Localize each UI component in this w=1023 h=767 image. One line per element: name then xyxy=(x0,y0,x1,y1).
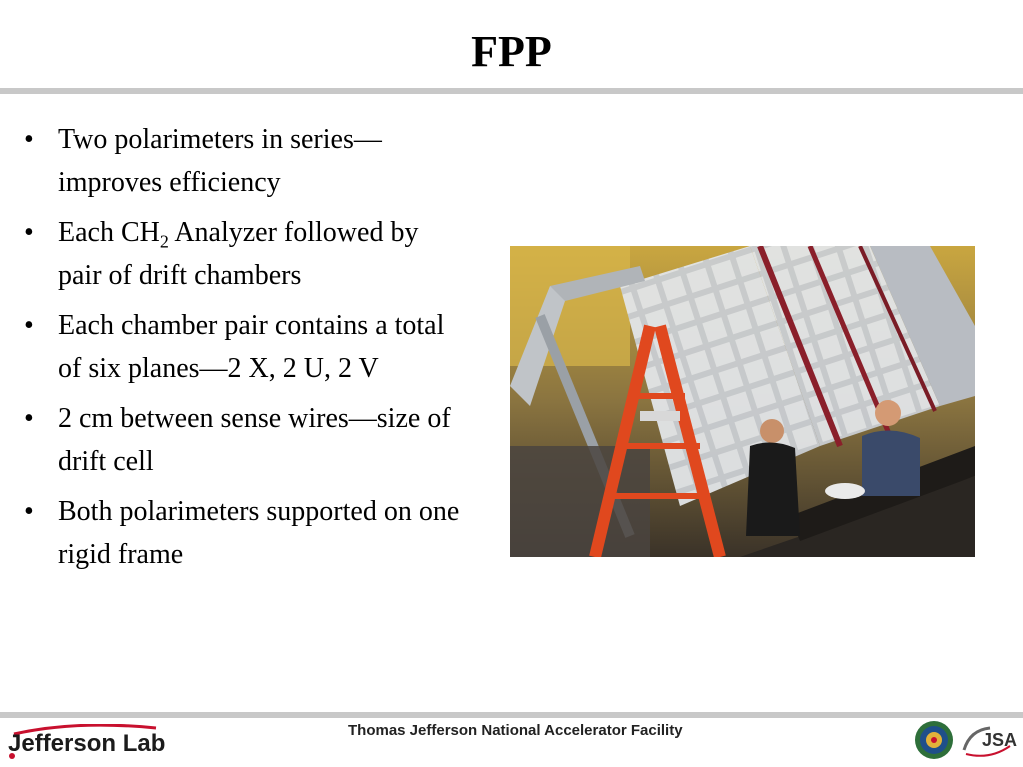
bullet-text: Two polarimeters in series—improves efficiency xyxy=(58,124,382,198)
bullet-item xyxy=(22,490,462,576)
logo-text: Jefferson Lab xyxy=(8,730,166,757)
bullet-glyph: • xyxy=(24,124,34,155)
jsa-swoosh-icon xyxy=(960,720,1020,760)
jefferson-lab-logo xyxy=(6,724,166,764)
bullet-item xyxy=(22,304,462,390)
detector-photo-illustration xyxy=(510,246,975,557)
slide-title: FPP xyxy=(471,27,552,76)
bullet-glyph: • xyxy=(24,403,34,434)
bullet-glyph: • xyxy=(24,217,34,248)
detector-photo xyxy=(510,246,975,557)
jsa-logo xyxy=(960,720,1020,760)
bullet-text-post: Analyzer followed by pair of drift chambers xyxy=(58,217,419,291)
bullet-item xyxy=(22,118,462,204)
footer-facility-name: Thomas Jefferson National Accelerator Facility xyxy=(348,722,683,739)
bullet-text: Each chamber pair contains a total of six planes—2 X, 2 U, 2 V xyxy=(58,310,445,384)
doe-seal-icon xyxy=(914,720,954,760)
bullet-item xyxy=(22,397,462,483)
footer-divider xyxy=(0,712,1023,718)
bullet-text: Both polarimeters supported on one rigid frame xyxy=(58,496,460,570)
title-divider xyxy=(0,88,1023,94)
bullet-text: 2 cm between sense wires—size of drift cell xyxy=(58,403,451,477)
bullet-item xyxy=(22,211,462,297)
bullet-glyph: • xyxy=(24,496,34,527)
bullet-text-pre: Each CH xyxy=(58,217,160,248)
bullet-glyph: • xyxy=(24,310,34,341)
bullet-list xyxy=(22,118,462,583)
bullet-subscript: 2 xyxy=(159,231,169,252)
jsa-text: JSA xyxy=(982,730,1018,750)
